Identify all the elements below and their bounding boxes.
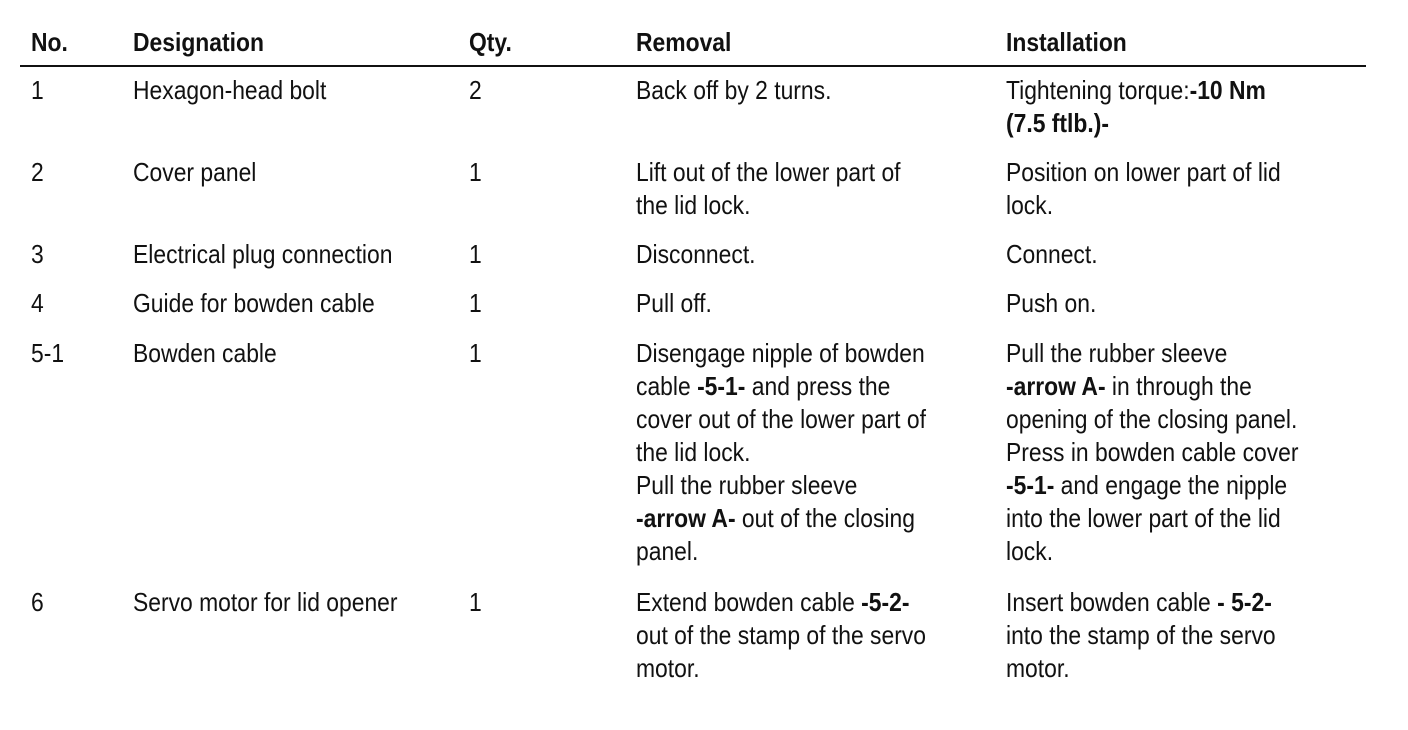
bold-reference: -5-1-	[1006, 470, 1055, 500]
cell-line	[636, 586, 926, 619]
cell-line	[636, 619, 926, 652]
cell-text: motor.	[636, 653, 700, 683]
cell-text: Pull the rubber sleeve	[636, 470, 858, 500]
cell-line	[636, 403, 926, 436]
row-no: 5-1	[31, 338, 65, 368]
row-qty: 1	[469, 587, 482, 617]
cell-text: opening of the closing panel.	[1006, 404, 1298, 434]
header-designation: Designation	[133, 27, 264, 57]
cell-line	[1006, 287, 1096, 320]
row-installation	[1006, 586, 1276, 685]
row-installation	[1006, 287, 1096, 320]
row-removal	[636, 156, 901, 222]
cell-line	[636, 652, 926, 685]
cell-text: Position on lower part of lid	[1006, 157, 1281, 187]
row-qty: 1	[469, 239, 482, 269]
cell-text: Disconnect.	[636, 239, 756, 269]
row-designation: Servo motor for lid opener	[133, 587, 398, 617]
bold-reference: -arrow A-	[636, 503, 736, 533]
cell-text: the lid lock.	[636, 190, 751, 220]
bold-reference: -5-2-	[861, 587, 910, 617]
cell-line	[636, 436, 926, 469]
table-header	[20, 22, 1366, 67]
cell-text: the lid lock.	[636, 437, 751, 467]
bold-reference: -5-1-	[697, 371, 746, 401]
row-designation: Bowden cable	[133, 338, 277, 368]
cell-line	[1006, 436, 1299, 469]
row-installation	[1006, 337, 1299, 568]
row-qty: 1	[469, 157, 482, 187]
cell-text: Pull off.	[636, 288, 712, 318]
header-no: No.	[31, 27, 68, 57]
cell-line	[636, 156, 901, 189]
row-installation	[1006, 156, 1281, 222]
header-removal: Removal	[636, 27, 732, 57]
cell-line	[1006, 535, 1299, 568]
row-removal	[636, 337, 926, 568]
cell-line	[1006, 74, 1266, 107]
cell-text: Pull the rubber sleeve	[1006, 338, 1228, 368]
cell-text: lock.	[1006, 190, 1054, 220]
cell-text: Press in bowden cable cover	[1006, 437, 1299, 467]
cell-text: Disengage nipple of bowden	[636, 338, 925, 368]
cell-text: Connect.	[1006, 239, 1098, 269]
row-no: 2	[31, 157, 44, 187]
row-removal	[636, 238, 756, 271]
row-qty: 1	[469, 338, 482, 368]
cell-text: Back off by 2 turns.	[636, 75, 832, 105]
row-designation: Electrical plug connection	[133, 239, 393, 269]
cell-line	[636, 370, 926, 403]
bold-reference: (7.5 ftlb.)-	[1006, 108, 1109, 138]
cell-text: cable	[636, 371, 698, 401]
row-qty: 1	[469, 288, 482, 318]
cell-text: into the stamp of the servo	[1006, 620, 1276, 650]
row-installation	[1006, 74, 1266, 140]
cell-text: out of the stamp of the servo	[636, 620, 926, 650]
cell-line	[636, 337, 926, 370]
cell-line	[1006, 586, 1276, 619]
cell-line	[636, 74, 831, 107]
row-removal	[636, 586, 926, 685]
header-qty: Qty.	[469, 27, 512, 57]
row-removal	[636, 74, 831, 107]
procedure-table	[20, 22, 1366, 683]
cell-text: lock.	[1006, 536, 1054, 566]
row-no: 6	[31, 587, 44, 617]
cell-line	[1006, 370, 1299, 403]
cell-text: and press the	[745, 371, 891, 401]
cell-line	[636, 469, 926, 502]
cell-text: panel.	[636, 536, 699, 566]
row-removal	[636, 287, 712, 320]
cell-line	[1006, 189, 1281, 222]
cell-line	[1006, 156, 1281, 189]
cell-line	[1006, 652, 1276, 685]
cell-line	[636, 238, 756, 271]
row-designation: Guide for bowden cable	[133, 288, 375, 318]
row-no: 4	[31, 288, 44, 318]
row-designation: Cover panel	[133, 157, 257, 187]
bold-reference: -10 Nm	[1189, 75, 1266, 105]
cell-text: cover out of the lower part of	[636, 404, 926, 434]
cell-line	[1006, 238, 1098, 271]
cell-text: into the lower part of the lid	[1006, 503, 1281, 533]
cell-line	[636, 189, 901, 222]
cell-line	[636, 502, 926, 535]
cell-text: motor.	[1006, 653, 1070, 683]
cell-line	[1006, 469, 1299, 502]
cell-line	[1006, 619, 1276, 652]
cell-line	[1006, 502, 1299, 535]
cell-text: in through the	[1105, 371, 1252, 401]
cell-text: Push on.	[1006, 288, 1097, 318]
cell-line	[1006, 337, 1299, 370]
cell-text: and engage the nipple	[1054, 470, 1288, 500]
row-no: 1	[31, 75, 44, 105]
bold-reference: -arrow A-	[1006, 371, 1106, 401]
cell-line	[636, 535, 926, 568]
cell-text: Extend bowden cable	[636, 587, 862, 617]
bold-reference: - 5-2-	[1217, 587, 1272, 617]
row-qty: 2	[469, 75, 482, 105]
row-installation	[1006, 238, 1098, 271]
cell-line	[1006, 403, 1299, 436]
cell-text: out of the closing	[735, 503, 915, 533]
header-installation: Installation	[1006, 27, 1127, 57]
cell-line	[1006, 107, 1266, 140]
row-no: 3	[31, 239, 44, 269]
cell-text: Lift out of the lower part of	[636, 157, 901, 187]
cell-text: Tightening torque:	[1006, 75, 1190, 105]
cell-line	[636, 287, 712, 320]
cell-text: Insert bowden cable	[1006, 587, 1218, 617]
row-designation: Hexagon-head bolt	[133, 75, 327, 105]
